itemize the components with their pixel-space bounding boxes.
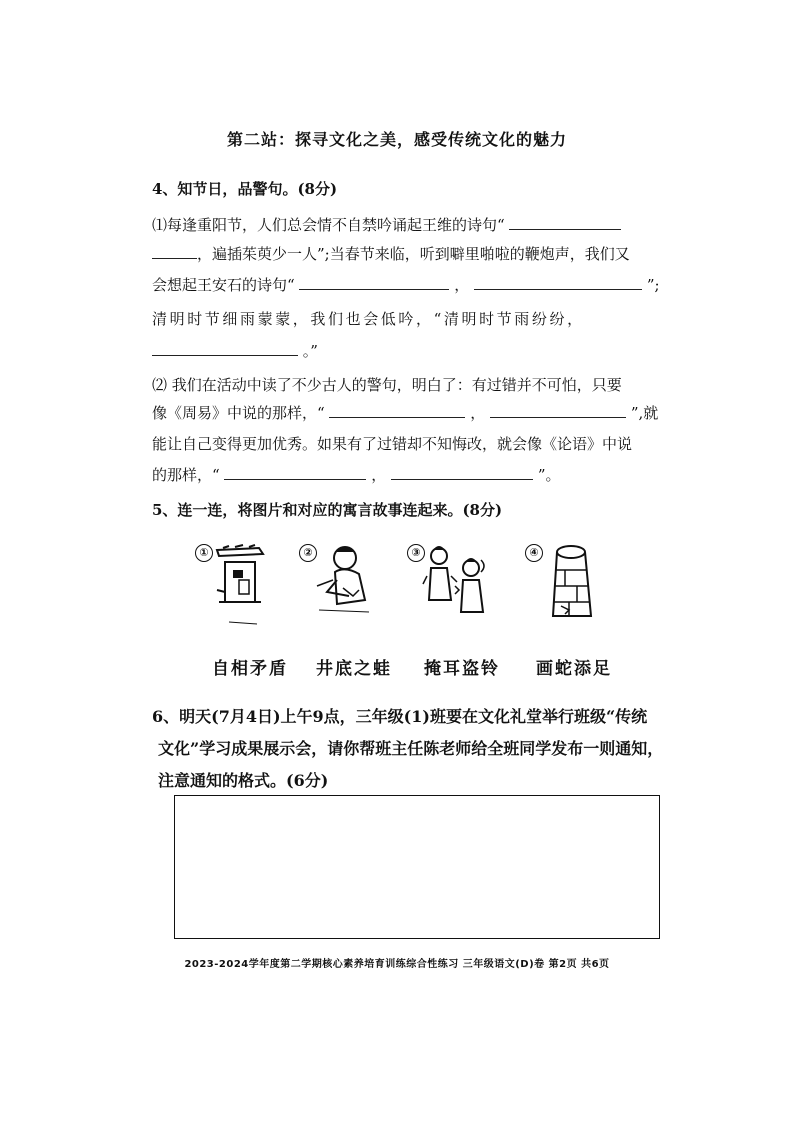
well-frog-picture-icon [209,540,271,630]
drawing-figure-picture-icon [313,540,375,630]
picture-number: ② [299,544,317,562]
q4-p2-line3: 能让自己变得更加优秀。如果有了过错却不知悔改，就会像《论语》中说 [152,435,633,453]
two-figures-picture-icon [421,540,491,630]
q4-p1-text1: ⑴每逢重阳节，人们总会情不自禁吟诵起王维的诗句“ [152,216,505,234]
picture-3[interactable] [407,540,487,630]
picture-4[interactable] [525,540,605,630]
answer-blank[interactable] [490,403,626,418]
idiom-3[interactable]: 掩耳盗铃 [424,659,500,679]
picture-number: ① [195,544,213,562]
q4-p2-text4a: 的那样，“ [152,466,220,484]
q4-p1-text3c: ”; [646,276,660,294]
q4-p2-line1: ⑵ 我们在活动中读了不少古人的警句，明白了：有过错并不可怕，只要 [152,376,622,394]
answer-blank[interactable] [509,215,621,230]
idiom-2[interactable]: 井底之蛙 [316,659,392,679]
q4-p1-text3a: 会想起王安石的诗句“ [152,276,295,294]
q4-p1-text2: ，遍插茱萸少一人”;当春节来临，听到噼里啪啦的鞭炮声，我们又 [197,245,630,263]
q4-p1-text3b: ， [454,276,470,294]
picture-number: ③ [407,544,425,562]
picture-2[interactable] [299,540,379,630]
q4-p2-line4 [152,464,560,486]
idiom-1[interactable]: 自相矛盾 [212,659,288,679]
q4-p1-line3 [152,274,660,296]
q4-p2-text2c: ”,就 [630,404,659,422]
page-footer: 2023-2024学年度第二学期核心素养培育训练综合性练习 三年级语文(D)卷 第2页 共6页 [184,959,610,970]
q4-p2-text4b: ， [371,466,387,484]
well-picture-icon [539,540,601,630]
q4-p1-text5: 。” [302,342,318,360]
picture-1[interactable] [195,540,275,630]
answer-blank[interactable] [391,465,533,480]
answer-blank[interactable] [329,403,465,418]
section-title: 第二站：探寻文化之美，感受传统文化的魅力 [226,130,567,149]
q4-p1-line4: 清明时节细雨蒙蒙，我们也会低吟，“清明时节雨纷纷， [152,310,585,328]
picture-row [195,540,615,640]
answer-blank[interactable] [299,275,449,290]
idiom-row [0,654,794,680]
q4-p2-text2a: 像《周易》中说的那样，“ [152,404,325,422]
idiom-4[interactable]: 画蛇添足 [536,659,612,679]
q6-line3: 注意通知的格式。(6分) [158,771,329,790]
q5-heading: 5、连一连，将图片和对应的寓言故事连起来。(8分) [152,501,503,519]
answer-blank[interactable] [152,341,298,356]
q4-p2-text4c: ”。 [537,466,561,484]
picture-number: ④ [525,544,543,562]
q6-line1: 6、明天(7月4日)上午9点，三年级(1)班要在文化礼堂举行班级“传统 [152,707,648,726]
answer-blank[interactable] [224,465,366,480]
q4-p1-line5 [152,340,318,362]
q4-heading: 4、知节日，品警句。(8分) [152,180,338,198]
q4-p1-line2 [152,243,630,265]
answer-blank[interactable] [152,244,197,259]
q6-line2: 文化”学习成果展示会，请你帮班主任陈老师给全班同学发布一则通知， [158,739,664,758]
q4-p1-line1 [152,214,621,236]
answer-blank[interactable] [474,275,642,290]
q4-p2-line2 [152,402,658,424]
notice-answer-box[interactable] [174,795,660,939]
q4-p2-text2b: ， [470,404,486,422]
